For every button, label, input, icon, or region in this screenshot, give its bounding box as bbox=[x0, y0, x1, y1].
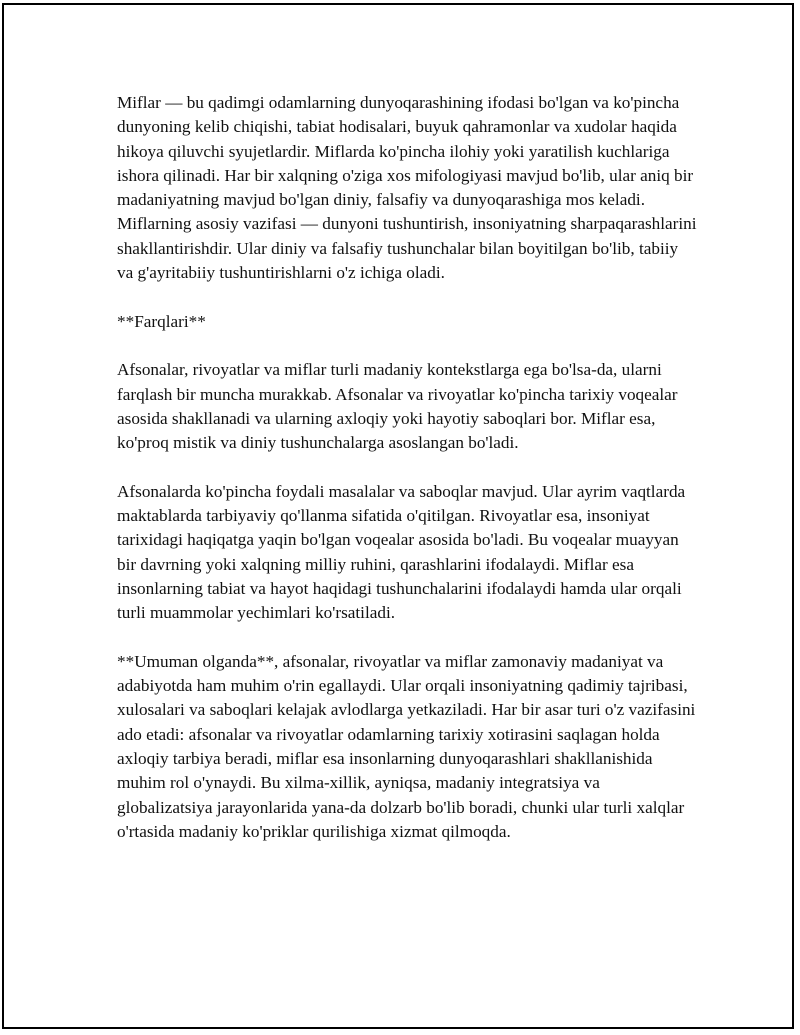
paragraph-conclusion: **Umuman olganda**, afsonalar, rivoyatlar va miflar zamonaviy madaniyat va adabiyotda ham muhim o'rin egallaydi. Ular orqali insoniyatning qadimiy tajribasi, xulosalari va saboqlari kelajak avlodlarga yetkaziladi. Har bir asar turi o'z vazifasini ado etadi: afsonalar va rivoyatlar odamlarning tarixiy xotirasini saqlagan holda axloqiy tarbiya beradi, miflar esa insonlarning dunyoqarashlari shakllanishida muhim rol o'ynaydi. Bu xilma-xillik, ayniqsa, madaniy integratsiya va globalizatsiya jarayonlarida yana-da dolzarb bo'lib boradi, chunki ular turli xalqlar o'rtasida madaniy ko'priklar qurilishiga xizmat qilmoqda. bbox=[117, 651, 696, 841]
document-body bbox=[117, 91, 697, 869]
paragraph-afsonalar-rivoyatlar: Afsonalarda ko'pincha foydali masalalar va saboqlar mavjud. Ular ayrim vaqtlarda maktablarda tarbiyaviy qo'llanma sifatida o'qitilgan. Rivoyatlar esa, insoniyat tarixidagi haqiqatga yaqin bo'lgan voqealar asosida bo'ladi. Bu voqealar muayyan bir davrning yoki xalqning milliy ruhini, qarashlarini ifodalaydi. Miflar esa insonlarning tabiat va hayot haqidagi tushunchalarini ifodalaydi hamda ular orqali turli muammolar yechimlari ko'rsatiladi. bbox=[117, 481, 686, 623]
paragraph-miflar-intro: Miflar — bu qadimgi odamlarning dunyoqarashining ifodasi bo'lgan va ko'pincha dunyoning kelib chiqishi, tabiat hodisalari, buyuk qahramonlar va xudolar haqida hikoya qiluvchi syujetlardir. Miflarda ko'pincha ilohiy yoki yaratilish kuchlariga ishora qilinadi. Har bir xalqning o'ziga xos mifologiyasi mavjud bo'lib, ular aniq bir madaniyatning mavjud bo'lgan diniy, falsafiy va dunyoqarashiga mos keladi. Miflarning asosiy vazifasi — dunyoni tushuntirish, insoniyatning sharpaqarashlarini shakllantirishdir. Ular diniy va falsafiy tushunchalar bilan boyitilgan bo'lib, tabiiy va g'ayritabiiy tushuntirishlarni o'z ichiga oladi. bbox=[117, 93, 697, 283]
paragraph-differences: Afsonalar, rivoyatlar va miflar turli madaniy kontekstlarga ega bo'lsa-da, ularni farqlash bir muncha murakkab. Afsonalar va rivoyatlar ko'pincha tarixiy voqealar asosida shakllanadi va ularning axloqiy yoki hayotiy saboqlari bor. Miflar esa, ko'proq mistik va diniy tushunchalarga asoslangan bo'ladi. bbox=[117, 360, 678, 453]
heading-farqlari: **Farqlari** bbox=[117, 311, 206, 331]
